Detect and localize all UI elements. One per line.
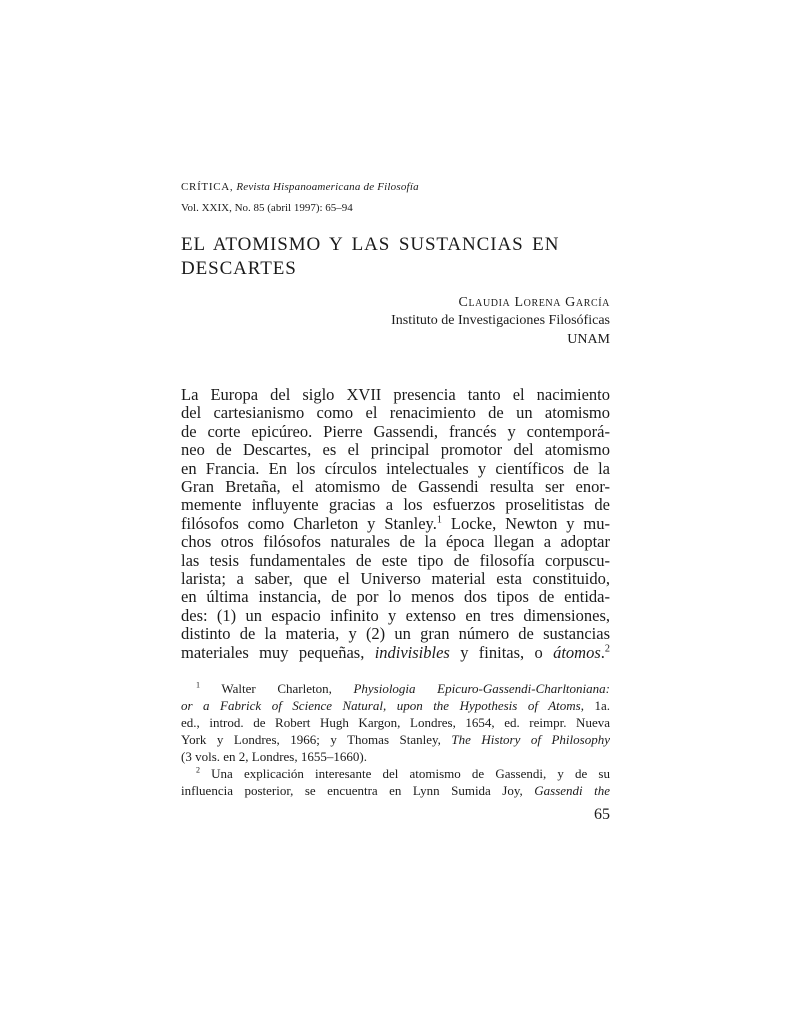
text-line <box>181 731 610 748</box>
text-line <box>181 782 610 799</box>
article-title <box>181 233 610 280</box>
author-name: Claudia Lorena García <box>458 295 610 310</box>
text-line <box>181 680 610 697</box>
text-segment: Physiologia Epicuro-Gassendi-Charltoniana: <box>353 680 610 696</box>
text-line <box>181 748 610 765</box>
footnote-marker: 2 <box>196 765 201 775</box>
text-segment: The History of Philosophy <box>451 731 610 747</box>
volume-info: Vol. XXIX, No. 85 (abril 1997): 65–94 <box>181 202 353 214</box>
text-segment: (3 vols. en 2, Londres, 1655–1660). <box>181 748 367 764</box>
author-block <box>181 294 610 349</box>
text-line <box>181 570 610 588</box>
text-segment: y finitas, o <box>449 642 554 662</box>
text-line <box>181 625 610 643</box>
text-segment: materiales muy pequeñas, <box>181 642 375 662</box>
text-segment: en Francia. En los círculos intelectuales y científicos de la <box>181 458 610 478</box>
article-title-line-2: DESCARTES <box>181 257 297 279</box>
page-number: 65 <box>594 805 610 823</box>
text-line <box>181 496 610 514</box>
article-body-paragraph <box>181 386 610 662</box>
text-line <box>181 644 610 662</box>
text-segment: larista; a saber, que el Universo material esta constituido, <box>181 568 610 588</box>
text-segment: York y Londres, 1966; y Thomas Stanley, <box>181 731 452 747</box>
text-line <box>181 714 610 731</box>
article-title-line-1: EL ATOMISMO Y LAS SUSTANCIAS EN <box>181 234 560 255</box>
text-segment: del cartesianismo como el renacimiento de un atomismo <box>181 403 610 423</box>
text-segment: en última instancia, de por lo menos dos tipos de entida- <box>181 587 610 607</box>
text-segment: indivisibles <box>374 642 450 662</box>
text-segment: Walter Charleton, <box>200 680 354 696</box>
footnote-marker: 1 <box>436 514 442 526</box>
journal-header <box>181 181 610 194</box>
text-segment: las tesis fundamentales de este tipo de filosofía corpuscu- <box>181 550 610 570</box>
text-line <box>181 404 610 422</box>
text-segment: . <box>600 642 605 662</box>
text-segment: des: (1) un espacio infinito y extenso en tres dimensiones, <box>181 605 610 625</box>
page-content <box>181 181 610 825</box>
text-line <box>181 533 610 551</box>
text-segment: influencia posterior, se encuentra en Lynn Sumida Joy, <box>181 782 535 798</box>
text-line <box>181 588 610 606</box>
text-line <box>181 478 610 496</box>
text-segment: átomos <box>553 642 601 662</box>
text-segment: or a Fabrick of Science Natural, upon the Hypothesis of Atoms <box>181 697 581 713</box>
text-line <box>181 607 610 625</box>
text-segment: distinto de la materia, y (2) un gran número de sustancias <box>181 624 610 644</box>
text-line <box>181 460 610 478</box>
journal-name: CRÍTICA, <box>181 181 234 193</box>
text-line <box>181 765 610 782</box>
text-segment: Gassendi the <box>534 782 610 798</box>
footnote-marker: 1 <box>196 680 201 690</box>
journal-subtitle: Revista Hispanoamericana de Filosofía <box>236 181 419 193</box>
text-line <box>181 423 610 441</box>
author-institution: UNAM <box>567 331 610 347</box>
text-segment: memente influyente gracias a los esfuerzos proselitistas de <box>181 495 610 515</box>
text-line <box>181 441 610 459</box>
text-segment: Gran Bretaña, el atomismo de Gassendi resulta ser enor- <box>181 476 610 496</box>
text-segment: filósofos como Charleton y Stanley. <box>181 513 437 533</box>
text-segment: Locke, Newton y mu- <box>441 513 610 533</box>
text-line <box>181 386 610 404</box>
text-segment: ed., introd. de Robert Hugh Kargon, Londres, 1654, ed. reimpr. Nueva <box>181 714 610 730</box>
text-segment: Una explicación interesante del atomismo de Gassendi, y de su <box>200 765 610 781</box>
text-segment: chos otros filósofos naturales de la época llegan a adoptar <box>181 532 610 552</box>
text-segment: La Europa del siglo XVII presencia tanto el nacimiento <box>181 384 610 404</box>
text-segment: de corte epicúreo. Pierre Gassendi, francés y contemporá- <box>181 421 610 441</box>
footnote-marker: 2 <box>604 643 610 655</box>
text-line <box>181 697 610 714</box>
author-affiliation: Instituto de Investigaciones Filosóficas <box>391 313 610 329</box>
text-line <box>181 552 610 570</box>
text-segment: , 1a. <box>580 697 610 713</box>
footnotes-section <box>181 680 610 799</box>
text-line <box>181 515 610 533</box>
text-segment: neo de Descartes, es el principal promotor del atomismo <box>181 440 610 460</box>
